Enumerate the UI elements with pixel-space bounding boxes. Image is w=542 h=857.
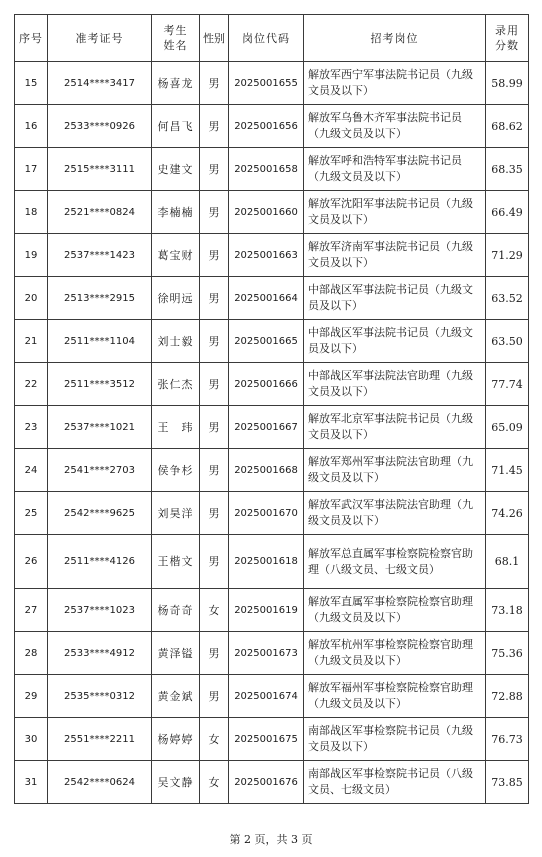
cell-exam-id: 2521****0824 bbox=[48, 191, 152, 234]
header-exam-id: 准考证号 bbox=[48, 15, 152, 62]
cell-name: 徐明远 bbox=[152, 277, 200, 320]
cell-position: 中部战区军事法院法官助理（九级文员及以下） bbox=[304, 363, 486, 406]
cell-gender: 男 bbox=[200, 363, 229, 406]
cell-seq: 24 bbox=[15, 449, 48, 492]
table-row bbox=[15, 148, 529, 191]
cell-position: 解放军郑州军事法院法官助理（九级文员及以下） bbox=[304, 449, 486, 492]
table-row bbox=[15, 105, 529, 148]
table-row bbox=[15, 492, 529, 535]
table-row bbox=[15, 589, 529, 632]
cell-position: 解放军乌鲁木齐军事法院书记员（九级文员及以下） bbox=[304, 105, 486, 148]
cell-gender: 男 bbox=[200, 62, 229, 105]
cell-position: 南部战区军事检察院书记员（八级文员、七级文员） bbox=[304, 761, 486, 804]
header-gender: 性别 bbox=[200, 15, 229, 62]
cell-position: 解放军北京军事法院书记员（九级文员及以下） bbox=[304, 406, 486, 449]
cell-name: 刘士毅 bbox=[152, 320, 200, 363]
cell-name: 杨奇奇 bbox=[152, 589, 200, 632]
cell-exam-id: 2537****1423 bbox=[48, 234, 152, 277]
cell-gender: 男 bbox=[200, 148, 229, 191]
cell-seq: 17 bbox=[15, 148, 48, 191]
cell-post-code: 2025001656 bbox=[229, 105, 304, 148]
cell-post-code: 2025001660 bbox=[229, 191, 304, 234]
header-post-code: 岗位代码 bbox=[229, 15, 304, 62]
cell-post-code: 2025001665 bbox=[229, 320, 304, 363]
cell-score: 63.50 bbox=[486, 320, 529, 363]
cell-exam-id: 2551****2211 bbox=[48, 718, 152, 761]
table-row bbox=[15, 234, 529, 277]
cell-exam-id: 2533****0926 bbox=[48, 105, 152, 148]
header-position: 招考岗位 bbox=[304, 15, 486, 62]
cell-name: 张仁杰 bbox=[152, 363, 200, 406]
admission-results-table bbox=[14, 14, 529, 804]
cell-gender: 男 bbox=[200, 105, 229, 148]
cell-post-code: 2025001673 bbox=[229, 632, 304, 675]
table-row bbox=[15, 320, 529, 363]
header-row bbox=[15, 15, 529, 62]
cell-score: 76.73 bbox=[486, 718, 529, 761]
cell-gender: 女 bbox=[200, 718, 229, 761]
cell-post-code: 2025001658 bbox=[229, 148, 304, 191]
page-footer: 第 2 页，共 3 页 bbox=[229, 833, 313, 846]
cell-score: 63.52 bbox=[486, 277, 529, 320]
cell-exam-id: 2514****3417 bbox=[48, 62, 152, 105]
cell-seq: 18 bbox=[15, 191, 48, 234]
header-seq: 序号 bbox=[15, 15, 48, 62]
cell-exam-id: 2515****3111 bbox=[48, 148, 152, 191]
cell-name: 何昌飞 bbox=[152, 105, 200, 148]
cell-gender: 女 bbox=[200, 761, 229, 804]
cell-name: 侯争杉 bbox=[152, 449, 200, 492]
cell-seq: 27 bbox=[15, 589, 48, 632]
table-row bbox=[15, 449, 529, 492]
cell-seq: 26 bbox=[15, 535, 48, 589]
cell-position: 解放军直属军事检察院检察官助理（九级文员及以下） bbox=[304, 589, 486, 632]
cell-position: 解放军杭州军事检察院检察官助理（九级文员及以下） bbox=[304, 632, 486, 675]
cell-name: 李楠楠 bbox=[152, 191, 200, 234]
cell-exam-id: 2535****0312 bbox=[48, 675, 152, 718]
cell-seq: 30 bbox=[15, 718, 48, 761]
table-row bbox=[15, 277, 529, 320]
cell-gender: 女 bbox=[200, 589, 229, 632]
cell-exam-id: 2511****1104 bbox=[48, 320, 152, 363]
cell-name: 刘昊洋 bbox=[152, 492, 200, 535]
cell-score: 66.49 bbox=[486, 191, 529, 234]
cell-gender: 男 bbox=[200, 492, 229, 535]
cell-score: 68.1 bbox=[486, 535, 529, 589]
cell-position: 南部战区军事检察院书记员（九级文员及以下） bbox=[304, 718, 486, 761]
cell-seq: 23 bbox=[15, 406, 48, 449]
cell-score: 58.99 bbox=[486, 62, 529, 105]
cell-post-code: 2025001667 bbox=[229, 406, 304, 449]
header-score: 录用 分数 bbox=[486, 15, 529, 62]
cell-name: 黄金斌 bbox=[152, 675, 200, 718]
cell-gender: 男 bbox=[200, 675, 229, 718]
cell-score: 75.36 bbox=[486, 632, 529, 675]
cell-name: 王 玮 bbox=[152, 406, 200, 449]
cell-position: 解放军沈阳军事法院书记员（九级文员及以下） bbox=[304, 191, 486, 234]
cell-name: 黄泽镒 bbox=[152, 632, 200, 675]
table-row bbox=[15, 761, 529, 804]
table-row bbox=[15, 62, 529, 105]
cell-post-code: 2025001674 bbox=[229, 675, 304, 718]
cell-post-code: 2025001663 bbox=[229, 234, 304, 277]
cell-post-code: 2025001664 bbox=[229, 277, 304, 320]
cell-gender: 男 bbox=[200, 234, 229, 277]
cell-gender: 男 bbox=[200, 191, 229, 234]
cell-gender: 男 bbox=[200, 535, 229, 589]
cell-post-code: 2025001619 bbox=[229, 589, 304, 632]
cell-seq: 16 bbox=[15, 105, 48, 148]
cell-position: 解放军济南军事法院书记员（九级文员及以下） bbox=[304, 234, 486, 277]
table-row bbox=[15, 632, 529, 675]
cell-gender: 男 bbox=[200, 320, 229, 363]
cell-exam-id: 2541****2703 bbox=[48, 449, 152, 492]
cell-name: 吴文静 bbox=[152, 761, 200, 804]
cell-exam-id: 2542****0624 bbox=[48, 761, 152, 804]
table-row bbox=[15, 191, 529, 234]
cell-name: 王楷文 bbox=[152, 535, 200, 589]
cell-post-code: 2025001655 bbox=[229, 62, 304, 105]
cell-seq: 31 bbox=[15, 761, 48, 804]
cell-position: 解放军总直属军事检察院检察官助理（八级文员、七级文员） bbox=[304, 535, 486, 589]
cell-position: 解放军福州军事检察院检察官助理（九级文员及以下） bbox=[304, 675, 486, 718]
cell-gender: 男 bbox=[200, 632, 229, 675]
cell-exam-id: 2533****4912 bbox=[48, 632, 152, 675]
cell-score: 73.18 bbox=[486, 589, 529, 632]
table-body bbox=[15, 62, 529, 804]
cell-name: 杨喜龙 bbox=[152, 62, 200, 105]
cell-name: 葛宝财 bbox=[152, 234, 200, 277]
cell-position: 解放军武汉军事法院法官助理（九级文员及以下） bbox=[304, 492, 486, 535]
header-name: 考生 姓名 bbox=[152, 15, 200, 62]
table-row bbox=[15, 406, 529, 449]
cell-position: 中部战区军事法院书记员（九级文员及以下） bbox=[304, 320, 486, 363]
cell-exam-id: 2511****3512 bbox=[48, 363, 152, 406]
table-row bbox=[15, 718, 529, 761]
cell-gender: 男 bbox=[200, 449, 229, 492]
cell-post-code: 2025001670 bbox=[229, 492, 304, 535]
cell-score: 71.29 bbox=[486, 234, 529, 277]
cell-post-code: 2025001668 bbox=[229, 449, 304, 492]
cell-exam-id: 2537****1023 bbox=[48, 589, 152, 632]
cell-exam-id: 2537****1021 bbox=[48, 406, 152, 449]
cell-seq: 25 bbox=[15, 492, 48, 535]
cell-score: 65.09 bbox=[486, 406, 529, 449]
cell-seq: 19 bbox=[15, 234, 48, 277]
cell-gender: 男 bbox=[200, 406, 229, 449]
table-row bbox=[15, 535, 529, 589]
cell-seq: 21 bbox=[15, 320, 48, 363]
cell-position: 解放军呼和浩特军事法院书记员（九级文员及以下） bbox=[304, 148, 486, 191]
cell-exam-id: 2542****9625 bbox=[48, 492, 152, 535]
cell-exam-id: 2513****2915 bbox=[48, 277, 152, 320]
cell-score: 73.85 bbox=[486, 761, 529, 804]
cell-post-code: 2025001666 bbox=[229, 363, 304, 406]
cell-seq: 22 bbox=[15, 363, 48, 406]
table-row bbox=[15, 363, 529, 406]
cell-post-code: 2025001676 bbox=[229, 761, 304, 804]
cell-seq: 28 bbox=[15, 632, 48, 675]
results-sheet bbox=[14, 14, 528, 804]
cell-score: 71.45 bbox=[486, 449, 529, 492]
cell-score: 77.74 bbox=[486, 363, 529, 406]
cell-seq: 15 bbox=[15, 62, 48, 105]
cell-seq: 29 bbox=[15, 675, 48, 718]
cell-position: 中部战区军事法院书记员（九级文员及以下） bbox=[304, 277, 486, 320]
cell-exam-id: 2511****4126 bbox=[48, 535, 152, 589]
cell-post-code: 2025001618 bbox=[229, 535, 304, 589]
cell-score: 68.35 bbox=[486, 148, 529, 191]
cell-name: 杨婷婷 bbox=[152, 718, 200, 761]
cell-position: 解放军西宁军事法院书记员（九级文员及以下） bbox=[304, 62, 486, 105]
table-row bbox=[15, 675, 529, 718]
cell-name: 史建文 bbox=[152, 148, 200, 191]
cell-seq: 20 bbox=[15, 277, 48, 320]
cell-score: 72.88 bbox=[486, 675, 529, 718]
cell-post-code: 2025001675 bbox=[229, 718, 304, 761]
cell-score: 74.26 bbox=[486, 492, 529, 535]
cell-gender: 男 bbox=[200, 277, 229, 320]
cell-score: 68.62 bbox=[486, 105, 529, 148]
